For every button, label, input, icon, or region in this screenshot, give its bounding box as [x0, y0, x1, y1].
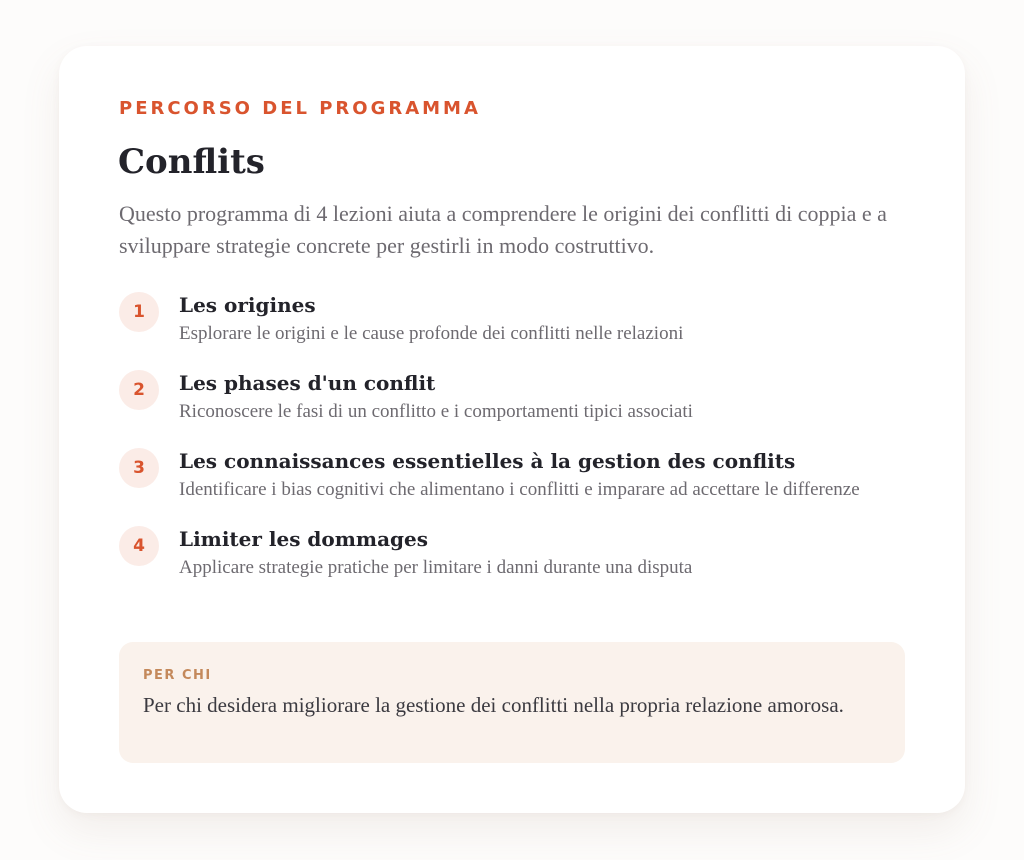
lesson-description: Identificare i bias cognitivi che alimentano i conflitti e imparare ad accettare le differenze [179, 479, 860, 500]
program-card [59, 46, 965, 813]
lesson-title: Limiter les dommages [179, 527, 429, 551]
lesson-number-badge: 2 [119, 370, 159, 410]
lesson-item [119, 290, 909, 348]
audience-text: Per chi desidera migliorare la gestione dei conflitti nella propria relazione amorosa. [143, 693, 844, 717]
lesson-item [119, 368, 909, 426]
audience-label: PER CHI [143, 668, 212, 683]
lesson-item [119, 524, 909, 582]
lesson-number-badge: 4 [119, 526, 159, 566]
program-title: Conflits [118, 142, 265, 182]
audience-box [119, 642, 905, 763]
lesson-title: Les phases d'un conflit [179, 371, 436, 395]
lesson-number-badge: 3 [119, 448, 159, 488]
lesson-description: Riconoscere le fasi di un conflitto e i comportamenti tipici associati [179, 401, 693, 422]
lesson-description: Esplorare le origini e le cause profonde dei conflitti nelle relazioni [179, 323, 684, 344]
lesson-title: Les origines [179, 293, 316, 317]
program-description: Questo programma di 4 lezioni aiuta a comprendere le origini dei conflitti di coppia e a sviluppare strategie concrete per gestirli in modo costruttivo. [119, 201, 887, 258]
lesson-title: Les connaissances essentielles à la gestion des conflits [179, 449, 796, 473]
lesson-number-badge: 1 [119, 292, 159, 332]
lesson-description: Applicare strategie pratiche per limitare i danni durante una disputa [179, 557, 693, 578]
lesson-item [119, 446, 909, 504]
lesson-list [119, 290, 909, 602]
eyebrow-label: PERCORSO DEL PROGRAMMA [119, 98, 481, 119]
